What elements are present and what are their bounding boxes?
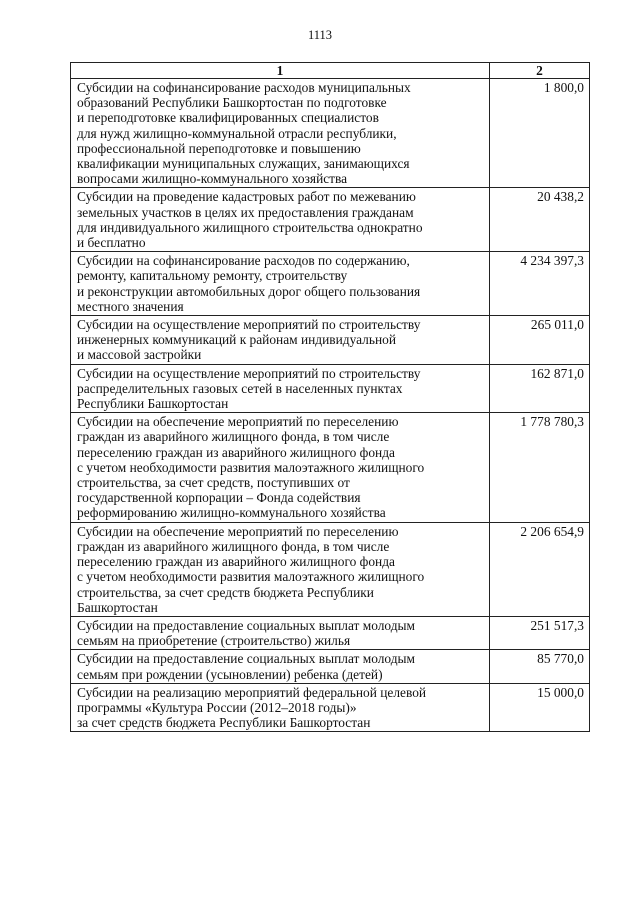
row-description: Субсидии на предоставление социальных выплат молодым семьям при рождении (усыновлении) ребенка (детей) — [71, 650, 490, 683]
column-header-1: 1 — [71, 63, 490, 79]
subsidies-table — [70, 62, 590, 732]
row-amount: 1 778 780,3 — [490, 413, 590, 522]
row-amount: 2 206 654,9 — [490, 522, 590, 616]
header-row — [71, 63, 590, 79]
table-row — [71, 316, 590, 365]
table-row — [71, 364, 590, 413]
row-description: Субсидии на предоставление социальных выплат молодым семьям на приобретение (строительство) жилья — [71, 616, 490, 649]
table-row — [71, 413, 590, 522]
row-amount: 251 517,3 — [490, 616, 590, 649]
table-row — [71, 683, 590, 732]
table-row — [71, 616, 590, 649]
row-amount: 15 000,0 — [490, 683, 590, 732]
table-body — [71, 79, 590, 732]
row-description: Субсидии на обеспечение мероприятий по переселению граждан из аварийного жилищного фонда, в том числе переселению граждан из аварийного жилищного фонда с учетом необходимости развития малоэтажного жилищного строительства, за счет средств бюджета Республики Башкортостан — [71, 522, 490, 616]
page-number: 1113 — [307, 28, 333, 42]
row-amount: 162 871,0 — [490, 364, 590, 413]
row-description: Субсидии на осуществление мероприятий по строительству распределительных газовых сетей в населенных пунктах Республики Башкортостан — [71, 364, 490, 413]
table-header — [71, 63, 590, 79]
row-description: Субсидии на софинансирование расходов муниципальных образований Республики Башкортостан по подготовке и переподготовке квалифицированных специалистов для нужд жилищно-коммунальной отрасли республики, профессиональной переподготовке и повышению квалификации муниципальных служащих, занимающихся вопросами жилищно-коммунального хозяйства — [71, 79, 490, 188]
table-row — [71, 79, 590, 188]
row-description: Субсидии на софинансирование расходов по содержанию, ремонту, капитальному ремонту, строительству и реконструкции автомобильных дорог общего пользования местного значения — [71, 252, 490, 316]
row-description: Субсидии на проведение кадастровых работ по межеванию земельных участков в целях их предоставления гражданам для индивидуального жилищного строительства однократно и бесплатно — [71, 188, 490, 252]
table-row — [71, 522, 590, 616]
row-amount: 265 011,0 — [490, 316, 590, 365]
table-row — [71, 188, 590, 252]
row-description: Субсидии на осуществление мероприятий по строительству инженерных коммуникаций к районам индивидуальной и массовой застройки — [71, 316, 490, 365]
row-amount: 4 234 397,3 — [490, 252, 590, 316]
column-header-2: 2 — [490, 63, 590, 79]
table-row — [71, 650, 590, 683]
row-amount: 20 438,2 — [490, 188, 590, 252]
row-description: Субсидии на обеспечение мероприятий по переселению граждан из аварийного жилищного фонда, в том числе переселению граждан из аварийного жилищного фонда с учетом необходимости развития малоэтажного жилищного строительства, за счет средств, поступивших от государственной корпорации – Фонда содействия реформированию жилищно-коммунального хозяйства — [71, 413, 490, 522]
table-row — [71, 252, 590, 316]
row-amount: 1 800,0 — [490, 79, 590, 188]
row-description: Субсидии на реализацию мероприятий федеральной целевой программы «Культура России (2012–2018 годы)» за счет средств бюджета Республики Башкортостан — [71, 683, 490, 732]
row-amount: 85 770,0 — [490, 650, 590, 683]
